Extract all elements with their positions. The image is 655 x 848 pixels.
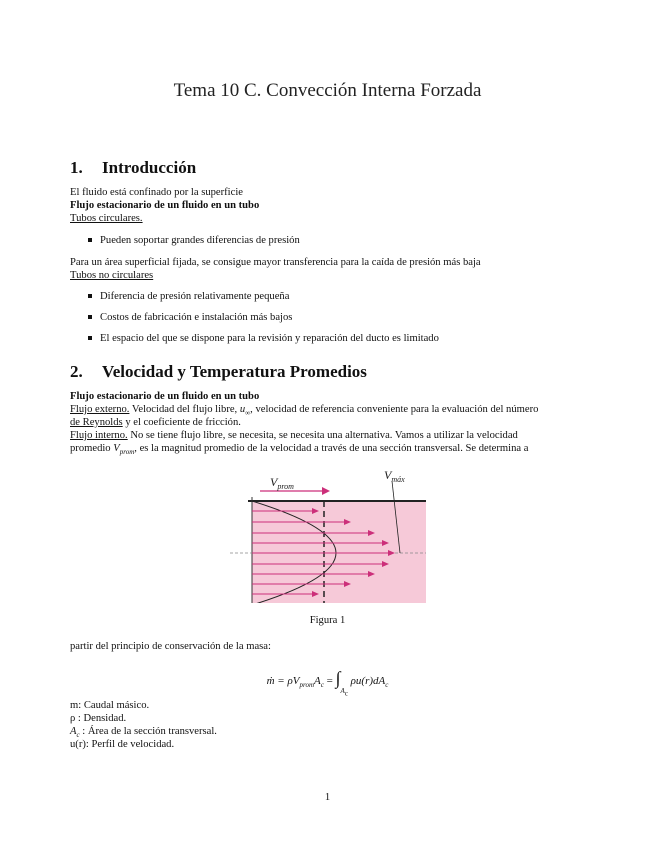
internal-flow-line-2: promedio $V_{prom}$, es la magnitud promedio de la velocidad a través de una sección transversal. Se determina a — [70, 443, 529, 457]
section-2-title: Velocidad y Temperatura Promedios — [102, 362, 367, 381]
bullet-text: Costos de fabricación e instalación más bajos — [100, 312, 293, 323]
mass-flow-equation: ṁ = $\rho V_{prom}A_c = \int_{A_c}$ $\rho u(r)dA_c$ — [266, 668, 389, 698]
bullet-square-icon — [88, 294, 92, 298]
external-flow-label: Flujo externo. — [70, 404, 130, 415]
vprom-arrowhead — [322, 487, 330, 495]
bullet-text: El espacio del que se dispone para la revisión y reparación del ducto es limitado — [100, 333, 439, 344]
internal-flow-line-1: Flujo interno. No se tiene flujo libre, se necesita, se necesita una alternativa. Vamos a utilizar la velocidad — [70, 430, 518, 441]
subheading-noncircular-tubes: Tubos no circulares — [70, 270, 154, 281]
intro-line-1: El fluido está confinado por la superficie — [70, 187, 243, 198]
figure-caption: Figura 1 — [309, 615, 346, 626]
bullet-text: Pueden soportar grandes diferencias de presión — [100, 235, 300, 246]
document-title: Tema 10 C. Convección Interna Forzada — [173, 80, 482, 101]
definition-velocity-profile: u(r): Perfil de velocidad. — [70, 739, 175, 750]
bullet-square-icon — [88, 336, 92, 340]
mass-conservation-line: partir del principio de conservación de la masa: — [70, 641, 271, 652]
definition-density: ρ : Densidad. — [70, 713, 127, 724]
intro-line-2: Flujo estacionario de un fluido en un tubo — [70, 200, 260, 211]
section-1-title: Introducción — [102, 158, 197, 177]
section-2-number: 2. — [70, 362, 83, 381]
bullet-item — [88, 290, 289, 303]
bullet-square-icon — [88, 315, 92, 319]
subheading-circular-tubes: Tubos circulares. — [70, 213, 143, 224]
vmax-label: $V_{máx}$ — [384, 468, 405, 484]
bullet-square-icon — [88, 238, 92, 242]
bullet-item — [88, 234, 300, 247]
definition-mass-flow: m: Caudal másico. — [70, 700, 150, 711]
external-flow-line-2: de Reynolds y el coeficiente de fricción. — [70, 417, 241, 428]
integral-sign: ∫ — [335, 668, 341, 688]
section-1-heading — [70, 158, 196, 178]
bullet-text: Diferencia de presión relativamente pequeña — [100, 291, 290, 302]
section-2-heading — [70, 362, 367, 382]
section2-bold-line: Flujo estacionario de un fluido en un tubo — [70, 391, 260, 402]
bullet-item — [88, 311, 292, 324]
external-flow-line-1: Flujo externo. Velocidad del flujo libre, $u_\infty$, velocidad de referencia conveniente para la evaluación del número — [70, 404, 539, 418]
bullet-item — [88, 332, 439, 345]
page-number: 1 — [324, 792, 331, 803]
velocity-profile-figure — [230, 467, 426, 603]
definition-area: $A_c$ : Área de la sección transversal. — [70, 726, 217, 740]
vprom-label: $V_{prom}$ — [270, 475, 294, 491]
internal-flow-label: Flujo interno. — [70, 430, 128, 441]
section-1-number: 1. — [70, 158, 83, 177]
intro-line-3: Para un área superficial fijada, se consigue mayor transferencia para la caída de presión más baja — [70, 257, 481, 268]
